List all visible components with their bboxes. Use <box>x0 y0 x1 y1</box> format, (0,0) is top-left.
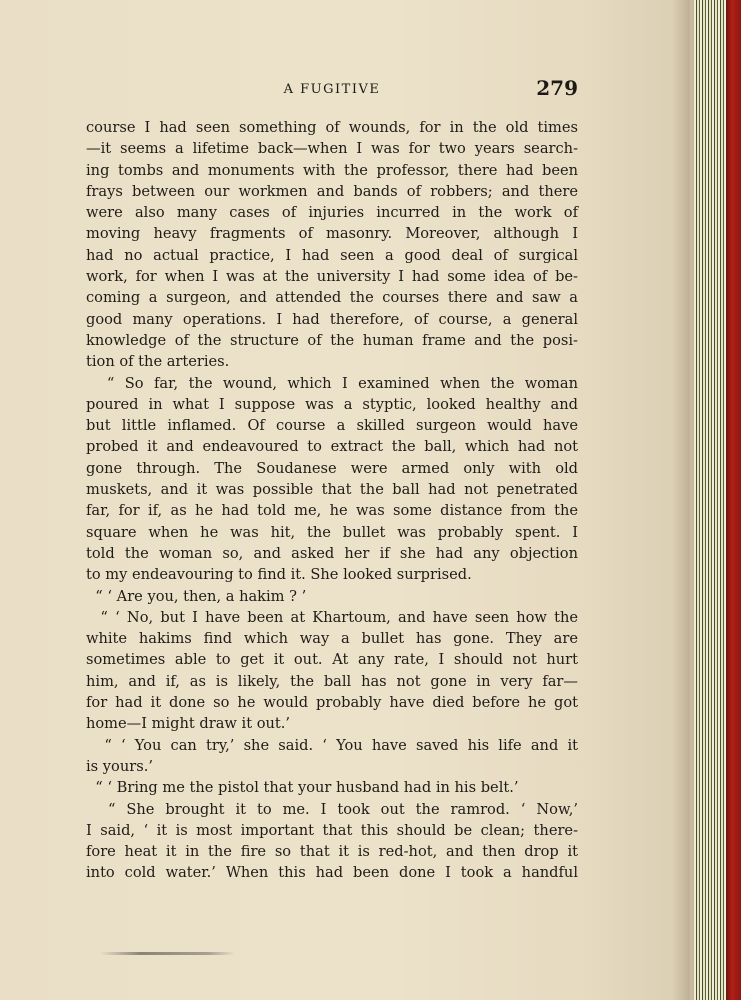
text-line: square when he was hit, the bullet was probably spent. I <box>86 523 578 541</box>
text-line: “ ‘ Bring me the pistol that your husband had in his belt.’ <box>86 779 519 797</box>
text-line: ing tombs and monuments with the professor, there had been <box>86 161 578 179</box>
text-line: to my endeavouring to find it. She looked surprised. <box>86 566 472 584</box>
text-line: were also many cases of injuries incurred in the work of <box>86 204 578 222</box>
text-line: course I had seen something of wounds, for in the old times <box>86 119 578 136</box>
gutter-shadow <box>672 0 694 1000</box>
book-cover-edge <box>726 0 741 1000</box>
text-line: knowledge of the structure of the human frame and the posi- <box>86 331 578 349</box>
page-number: 279 <box>536 76 578 100</box>
text-line: for had it done so he would probably have died before he got <box>86 694 578 712</box>
text-line: “ So far, the wound, which I examined when the woman <box>86 374 578 392</box>
text-line: probed it and endeavoured to extract the ball, which had not <box>86 438 578 456</box>
running-title: A FUGITIVE <box>283 82 381 97</box>
text-line: “ ‘ No, but I have been at Khartoum, and have seen how the <box>86 608 578 626</box>
text-line: is yours.’ <box>86 757 153 775</box>
text-line: but little inflamed. Of course a skilled surgeon would have <box>86 417 578 435</box>
text-line: good many operations. I had therefore, of course, a general <box>86 310 578 328</box>
text-line: sometimes able to get it out. At any rate, I should not hurt <box>86 651 578 669</box>
text-line: tion of the arteries. <box>86 353 230 371</box>
text-line: poured in what I suppose was a styptic, looked healthy and <box>86 395 578 413</box>
text-line: gone through. The Soudanese were armed only with old <box>86 459 578 477</box>
text-line: muskets, and it was possible that the ball had not penetrated <box>86 481 578 499</box>
text-line: into cold water.’ When this had been done I took a handful <box>86 864 578 882</box>
text-line: work, for when I was at the university I had some idea of be- <box>86 268 578 286</box>
text-line: moving heavy fragments of masonry. Moreover, although I <box>86 225 578 243</box>
bottom-rule <box>100 952 235 955</box>
text-line: far, for if, as he had told me, he was some distance from the <box>86 502 578 520</box>
text-line: him, and if, as is likely, the ball has not gone in very far— <box>86 672 578 690</box>
text-line: I said, ‘ it is most important that this should be clean; there- <box>86 821 578 839</box>
text-line: frays between our workmen and bands of robbers; and there <box>86 182 578 200</box>
text-line: white hakims find which way a bullet has gone. They are <box>86 630 578 648</box>
text-line: —it seems a lifetime back—when I was for two years search- <box>86 140 578 158</box>
body-text <box>86 117 578 884</box>
text-line: home—I might draw it out.’ <box>86 715 291 733</box>
text-line: “ ‘ You can try,’ she said. ‘ You have saved his life and it <box>86 736 578 754</box>
text-line: coming a surgeon, and attended the courses there and saw a <box>86 289 578 307</box>
text-line: told the woman so, and asked her if she had any objection <box>86 544 578 562</box>
page-header <box>86 76 578 104</box>
text-line: “ She brought it to me. I took out the ramrod. ‘ Now,’ <box>86 800 578 818</box>
text-line: had no actual practice, I had seen a good deal of surgical <box>86 246 578 264</box>
text-line: fore heat it in the fire so that it is red-hot, and then drop it <box>86 843 578 861</box>
text-line: “ ‘ Are you, then, a hakim ? ’ <box>86 587 307 605</box>
